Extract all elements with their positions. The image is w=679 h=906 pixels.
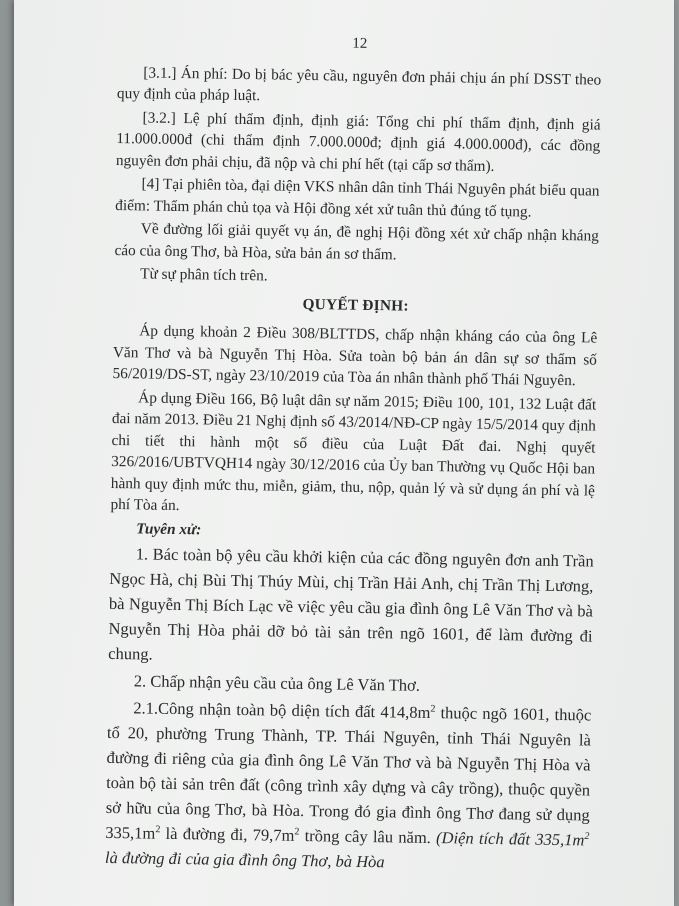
text-segment: thuộc ngõ 1601, thuộc tổ 20, phường Trung Thành, TP. Thái Nguyên, tỉnh Thái Nguyên là đường đi riêng của gia đình ông Lê Văn Thơ và bà Nguyễn Thị Hòa và toàn bộ tài sản trên đất (công trình xây dựng và cây trồng), thuộc quyền sở hữu của ông Thơ, bà Hòa. Trong đó gia đình ông Thơ đang sử dụng 335,1m: [105, 703, 592, 843]
paragraph-appraisal-fee: [3.2.] Lệ phí thẩm định, định giá: Tổng chi phí thẩm định, định giá 11.000.000đ (chi thẩm định 7.000.000đ; định giá 4.000.000đ), các đồng nguyên đơn phải chịu, đã nộp và chi phí hết (tại cấp sơ thẩm).: [115, 108, 601, 175]
text-segment: trồng cây lâu năm.: [299, 825, 437, 848]
text-segment: 2.1.Công nhận toàn bộ diện tích đất 414,8m: [133, 698, 431, 722]
text-segment: là đường đi, 79,7m: [160, 823, 295, 845]
superscript-2: 2: [155, 824, 161, 836]
superscript-2: 2: [584, 830, 590, 843]
verdict-item-1: 1. Bác toàn bộ yêu cầu khởi kiện của các đồng nguyên đơn anh Trần Ngọc Hà, chị Bùi Thị Thúy Mùi, chị Trần Hải Anh, chị Trần Thị Lương, bà Nguyễn Thị Bích Lạc về việc yêu cầu gia đình ông Lê Văn Thơ và bà Nguyễn Thị Hòa phải dỡ bỏ tài sản trên ngõ 1601, để làm đường đi chung.: [108, 544, 594, 664]
italic-segment: (Diện tích đất 335,1m: [435, 828, 585, 850]
verdict-item-2-1: [105, 695, 592, 878]
paragraph-apply-article-308: Áp dụng khoản 2 Điều 308/BLTTDS, chấp nhận kháng cáo của ông Lê Văn Thơ và bà Nguyễn Thị Hòa. Sửa toàn bộ bản án dân sự sơ thẩm số 56/2019/DS-ST, ngày 23/10/2019 của Tòa án nhân thành phố Thái Nguyên.: [112, 322, 598, 390]
italic-segment: là đường đi của gia đình ông Thơ, bà Hòa: [104, 847, 385, 872]
page-number: 12: [352, 35, 368, 52]
superscript-2: 2: [294, 826, 300, 838]
verdict-item-2: 2. Chấp nhận yêu cầu của ông Lê Văn Thơ.: [133, 671, 421, 695]
paragraph-apply-article-166: Áp dụng Điều 166, Bộ luật dân sự năm 2015; Điều 100, 101, 132 Luật đất đai năm 2013. Điều 21 Nghị định số 43/2014/NĐ-CP ngày 15/5/2014 quy định chi tiết thi hành một số điều của Luật Đất đai. Nghị quyết 326/2016/UBTVQH14 ngày 30/12/2016 của Ủy ban Thường vụ Quốc Hội ban hành quy định mức thu, miễn, giảm, thu, nộp, quản lý và sử dụng án phí và lệ phí Tòa án.: [110, 388, 597, 515]
superscript-2: 2: [430, 703, 436, 715]
paragraph-resolution-proposal: Về đường lối giải quyết vụ án, đề nghị Hội đồng xét xử chấp nhận kháng cáo của ông Thơ, bà Hòa, sửa bản án sơ thẩm.: [114, 220, 599, 263]
document-page: [14, 0, 674, 906]
verdict-label: Tuyên xử:: [136, 519, 202, 538]
paragraph-procuracy-opinion: [4] Tại phiên tòa, đại diện VKS nhân dân tỉnh Thái Nguyên phát biểu quan điểm: Thẩm phán chủ tọa và Hội đồng xét xử tuân thủ đúng tố tụng.: [115, 175, 600, 221]
paragraph-from-analysis: Từ sự phân tích trên.: [140, 265, 268, 285]
document-body: [105, 30, 602, 879]
decision-heading: QUYẾT ĐỊNH:: [302, 295, 409, 315]
paragraph-court-fee: [3.1.] Án phí: Do bị bác yêu cầu, nguyên đơn phải chịu án phí DSST theo quy định của pháp luật.: [116, 63, 602, 105]
